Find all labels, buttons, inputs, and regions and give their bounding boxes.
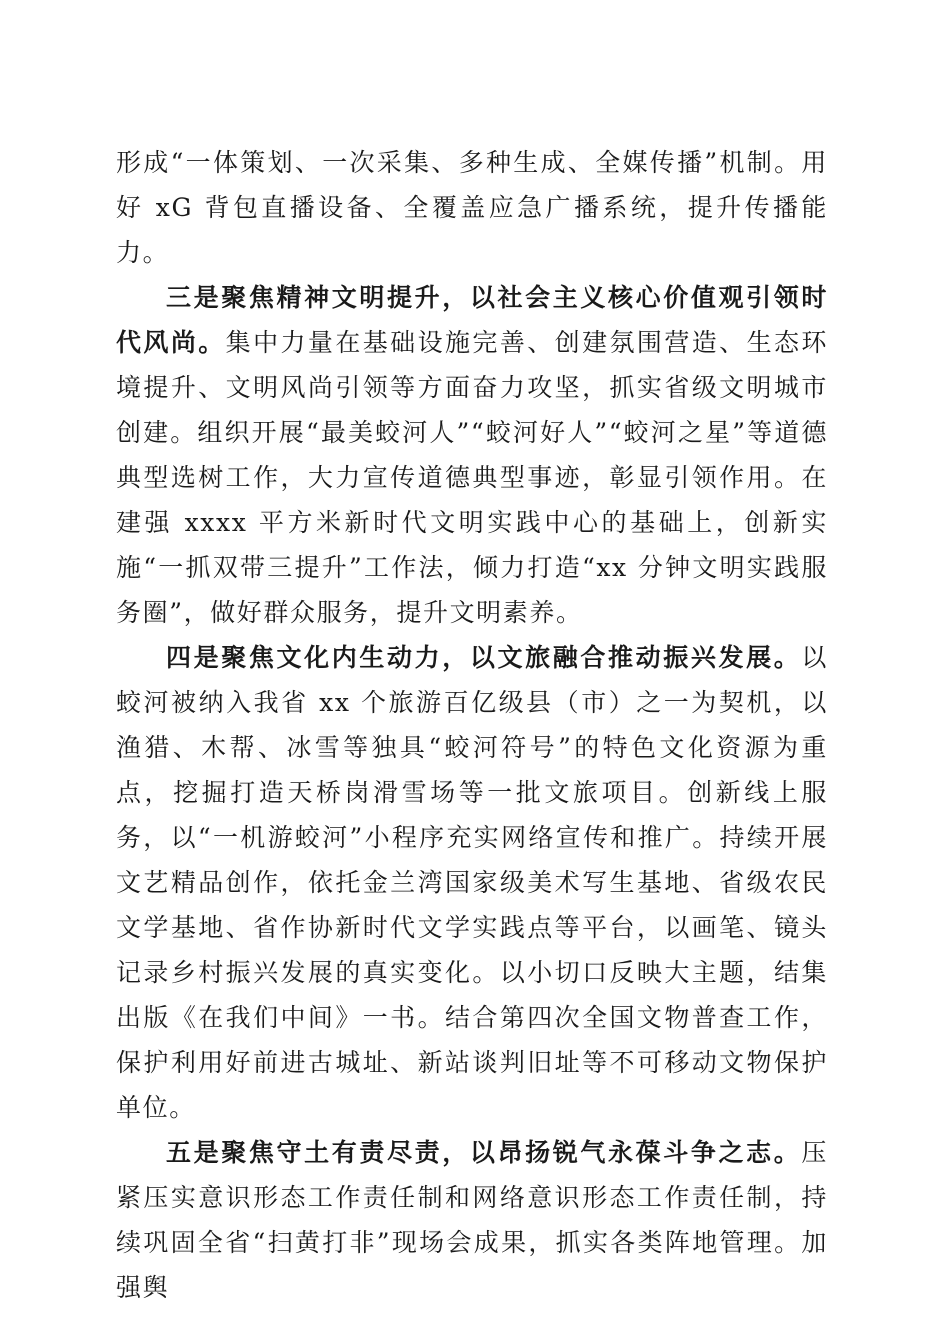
paragraph-3-lead: 四是聚焦文化内生动力，以文旅融合推动振兴发展。 (166, 643, 802, 672)
paragraph-2 (116, 275, 828, 635)
paragraph-3-text: 以蛟河被纳入我省 xx 个旅游百亿级县（市）之一为契机，以渔猎、木帮、冰雪等独具“蛟河符号”的特色文化资源为重点，挖掘打造天桥岗滑雪场等一批文旅项目。创新线上服务，以“一机游蛟河”小程序充实网络宣传和推广。持续开展文艺精品创作，依托金兰湾国家级美术写生基地、省级农民文学基地、省作协新时代文学实践点等平台，以画笔、镜头记录乡村振兴发展的真实变化。以小切口反映大主题，结集出版《在我们中间》一书。结合第四次全国文物普查工作，保护利用好前进古城址、新站谈判旧址等不可移动文物保护单位。 (116, 643, 828, 1122)
paragraph-1-text: 形成“一体策划、一次采集、多种生成、全媒传播”机制。用好 xG 背包直播设备、全覆盖应急广播系统，提升传播能力。 (116, 148, 828, 267)
paragraph-2-lead: 三是聚焦精神文明提升，以社会主义核心价值观引领时代风尚。 (116, 283, 828, 357)
paragraph-3 (116, 635, 828, 1130)
paragraph-2-text: 集中力量在基础设施完善、创建氛围营造、生态环境提升、文明风尚引领等方面奋力攻坚，抓实省级文明城市创建。组织开展“最美蛟河人”“蛟河好人”“蛟河之星”等道德典型选树工作，大力宣传道德典型事迹，彰显引领作用。在建强 xxxx 平方米新时代文明实践中心的基础上，创新实施“一抓双带三提升”工作法，倾力打造“xx 分钟文明实践服务圈”，做好群众服务，提升文明素养。 (116, 328, 829, 627)
paragraph-4-text: 压紧压实意识形态工作责任制和网络意识形态工作责任制，持续巩固全省“扫黄打非”现场会成果，抓实各类阵地管理。加强舆 (116, 1138, 828, 1302)
paragraph-4-lead: 五是聚焦守土有责尽责，以昂扬锐气永葆斗争之志。 (166, 1138, 802, 1167)
paragraph-1 (116, 140, 828, 275)
document-body (116, 140, 828, 1310)
paragraph-4 (116, 1130, 828, 1310)
